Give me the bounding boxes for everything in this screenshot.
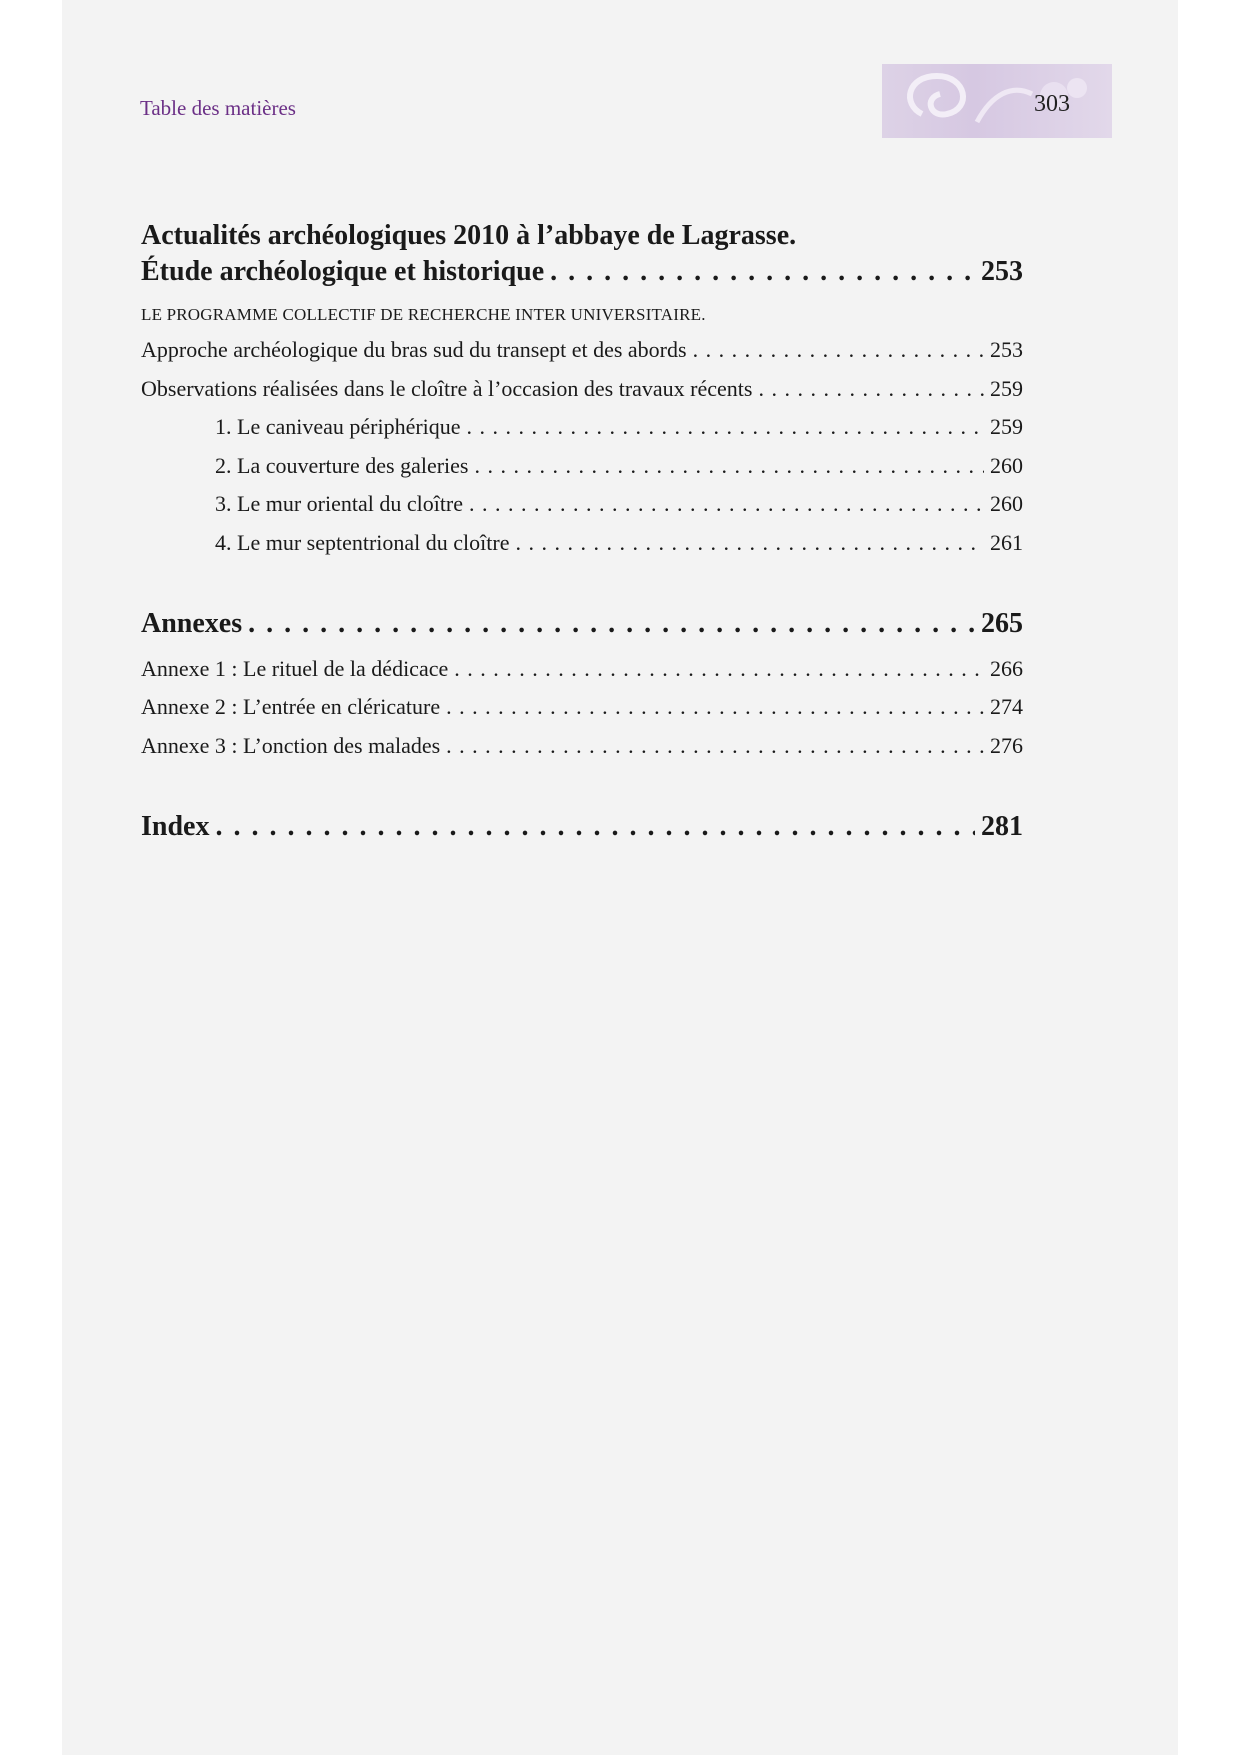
toc-entry-page: 259 bbox=[990, 376, 1023, 401]
toc-entry[interactable] bbox=[141, 376, 1023, 402]
toc-entry[interactable] bbox=[141, 414, 1023, 440]
dot-leader bbox=[215, 811, 975, 843]
toc-entry-page: 266 bbox=[990, 656, 1023, 681]
dot-leader bbox=[475, 453, 985, 479]
toc-entry-page: 260 bbox=[990, 491, 1023, 516]
toc-entry-label: 4. Le mur septentrional du cloître bbox=[215, 530, 510, 555]
toc-entry[interactable] bbox=[141, 530, 1023, 556]
toc-entry-label: 3. Le mur oriental du cloître bbox=[215, 491, 464, 516]
toc-entry[interactable] bbox=[141, 337, 1023, 363]
toc-entry-page: 274 bbox=[990, 694, 1023, 719]
toc-entry[interactable] bbox=[141, 694, 1023, 720]
toc-entry-label: Annexe 3 : L’onction des malades bbox=[141, 733, 441, 758]
dot-leader bbox=[454, 656, 984, 682]
section3-title-page: 281 bbox=[981, 811, 1023, 842]
toc-entry-label: Annexe 2 : L’entrée en cléricature bbox=[141, 694, 441, 719]
toc-entry[interactable] bbox=[141, 453, 1023, 479]
dot-leader bbox=[467, 414, 984, 440]
running-title: Table des matières bbox=[140, 96, 296, 120]
toc-entry[interactable] bbox=[141, 656, 1023, 682]
toc-entry-page: 261 bbox=[990, 530, 1023, 555]
ornament-swirl-icon bbox=[882, 64, 1112, 138]
dot-leader bbox=[550, 256, 975, 288]
section3-title-entry[interactable] bbox=[141, 811, 1023, 843]
dot-leader bbox=[469, 491, 984, 517]
section1-title-line1: Actualités archéologiques 2010 à l’abbaye de Lagrasse. bbox=[141, 220, 797, 251]
toc-entry-label: 1. Le caniveau périphérique bbox=[215, 414, 461, 439]
toc-entry-label: 2. La couverture des galeries bbox=[215, 453, 469, 478]
dot-leader bbox=[446, 733, 984, 759]
section1-subtitle: LE PROGRAMME COLLECTIF DE RECHERCHE INTER UNIVERSITAIRE. bbox=[141, 305, 706, 324]
toc-entry[interactable] bbox=[141, 733, 1023, 759]
page-number: 303 bbox=[1034, 91, 1070, 117]
section1-title-entry[interactable] bbox=[141, 256, 1023, 288]
section1-title-line2: Étude archéologique et historique bbox=[141, 256, 545, 287]
toc-entry[interactable] bbox=[141, 491, 1023, 517]
dot-leader bbox=[758, 376, 984, 402]
section2-title-page: 265 bbox=[981, 608, 1023, 639]
toc-entry-label: Annexe 1 : Le rituel de la dédicace bbox=[141, 656, 449, 681]
section3-title: Index bbox=[141, 811, 210, 842]
toc-entry-label: Observations réalisées dans le cloître à l’occasion des travaux récents bbox=[141, 376, 753, 401]
toc-entry-page: 276 bbox=[990, 733, 1023, 758]
dot-leader bbox=[515, 530, 984, 556]
section1-title-page: 253 bbox=[981, 256, 1023, 287]
dot-leader bbox=[446, 694, 984, 720]
toc-entry-page: 253 bbox=[990, 337, 1023, 362]
toc-entry-label: Approche archéologique du bras sud du transept et des abords bbox=[141, 337, 687, 362]
dot-leader bbox=[693, 337, 984, 363]
toc-entry-page: 259 bbox=[990, 414, 1023, 439]
toc-entry-page: 260 bbox=[990, 453, 1023, 478]
dot-leader bbox=[248, 608, 975, 640]
decorative-ornament bbox=[882, 64, 1112, 138]
section2-title-entry[interactable] bbox=[141, 608, 1023, 640]
section2-title: Annexes bbox=[141, 608, 243, 639]
